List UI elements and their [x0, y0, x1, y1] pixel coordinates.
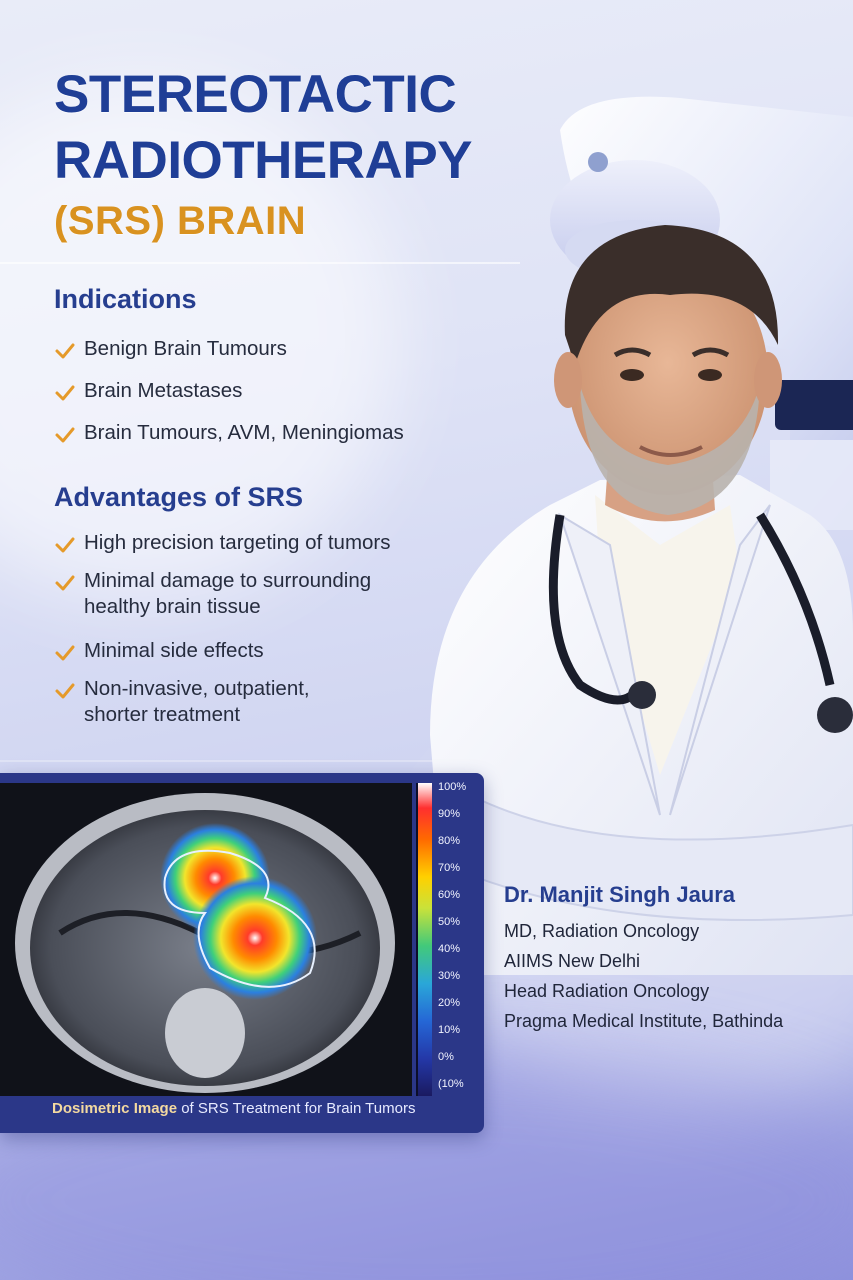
scale-label: 40% — [438, 943, 461, 955]
poster-title — [54, 62, 524, 246]
scale-label: 70% — [438, 862, 461, 874]
list-item — [54, 568, 391, 638]
list-item-line: Non-invasive, outpatient, — [84, 677, 310, 700]
list-item — [54, 676, 391, 736]
list-item — [54, 638, 391, 676]
checkmark-icon — [54, 424, 76, 446]
doctor-credential: MD, Radiation Oncology — [504, 921, 700, 941]
title-line-1: STEREOTACTIC — [54, 65, 457, 124]
checkmark-icon — [54, 572, 76, 594]
advantages-list — [54, 530, 391, 736]
list-item-line: shorter treatment — [84, 703, 241, 726]
advantages-heading: Advantages of SRS — [54, 482, 304, 512]
dosimetric-image-panel — [0, 773, 484, 1133]
caption-bold: Dosimetric Image — [52, 1100, 178, 1117]
scale-label: 30% — [438, 970, 461, 982]
list-item-text — [84, 530, 391, 556]
list-item — [54, 378, 404, 420]
dose-scale-labels — [438, 781, 482, 1099]
doctor-name: Dr. Manjit Singh Jaura — [504, 882, 736, 907]
list-item-line: Minimal damage to surrounding — [84, 569, 372, 592]
brain-scan-image — [0, 783, 412, 1096]
dose-color-scale — [416, 783, 432, 1096]
caption-rest: of SRS Treatment for Brain Tumors — [177, 1100, 416, 1117]
checkmark-icon — [54, 382, 76, 404]
dosimetric-caption — [52, 1100, 415, 1117]
scale-label: 50% — [438, 916, 461, 928]
list-item-line: High precision targeting of tumors — [84, 531, 391, 554]
list-item-text — [84, 638, 264, 664]
indications-heading: Indications — [54, 284, 197, 314]
title-line-3: (SRS) BRAIN — [54, 199, 307, 243]
scale-label: 90% — [438, 808, 461, 820]
doctor-credential: Head Radiation Oncology — [504, 981, 710, 1001]
list-item-text — [84, 568, 371, 620]
scale-label: 10% — [438, 1024, 461, 1036]
list-item — [54, 530, 391, 568]
list-item — [54, 336, 404, 378]
checkmark-icon — [54, 680, 76, 702]
indications-list — [54, 336, 404, 462]
scale-label: 20% — [438, 997, 461, 1009]
list-item-line: Minimal side effects — [84, 639, 264, 662]
doctor-credential: Pragma Medical Institute, Bathinda — [504, 1011, 784, 1031]
list-item-text: Benign Brain Tumours — [84, 337, 287, 360]
title-line-2: RADIOTHERAPY — [54, 131, 473, 190]
checkmark-icon — [54, 340, 76, 362]
scale-label: 80% — [438, 835, 461, 847]
list-item-text: Brain Tumours, AVM, Meningiomas — [84, 421, 404, 444]
scale-label: (10% — [438, 1078, 464, 1090]
doctor-info — [504, 882, 844, 1036]
scale-label: 0% — [438, 1051, 454, 1063]
checkmark-icon — [54, 534, 76, 556]
scale-label: 60% — [438, 889, 461, 901]
list-item — [54, 420, 404, 462]
scale-label: 100% — [438, 781, 467, 793]
list-item-text — [84, 676, 310, 728]
checkmark-icon — [54, 642, 76, 664]
list-item-line: healthy brain tissue — [84, 595, 261, 618]
doctor-credential: AIIMS New Delhi — [504, 951, 641, 971]
list-item-text: Brain Metastases — [84, 379, 243, 402]
